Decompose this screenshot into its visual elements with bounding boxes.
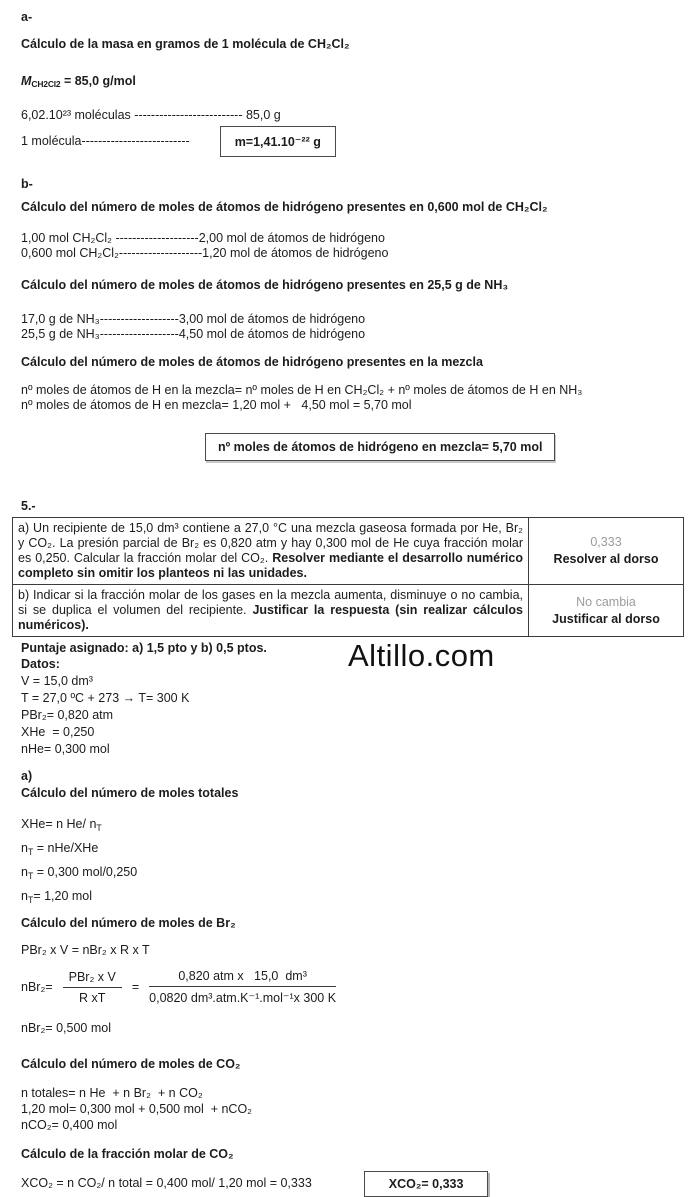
mezcla-result-box: nº moles de átomos de hidrógeno en mezcla= 5,70 mol [205, 433, 555, 461]
eq-xhe [21, 814, 682, 838]
br2-result-line: nBr₂= 0,500 mol [21, 1021, 111, 1035]
mass-result-box: m=1,41.10⁻²² g [220, 126, 336, 157]
heading-moles-br2: Cálculo del número de moles de Br₂ [21, 916, 236, 930]
molar-mass-line [21, 74, 682, 92]
nh3-line-1: 17,0 g de NH₃-------------------3,00 mol de átomos de hidrógeno [21, 312, 366, 326]
answer-b-note: Justificar al dorso [552, 611, 660, 626]
dato-volumen: V = 15,0 dm³ [21, 674, 93, 688]
answer-b-value: No cambia [576, 594, 636, 609]
eq-nt-1 [21, 838, 682, 862]
part-a-heading: Cálculo de la masa en gramos de 1 molécula de CH₂Cl₂ [21, 37, 350, 51]
question-b-cell [13, 585, 529, 637]
eq-nt2-post: = 0,300 mol/0,250 [33, 865, 138, 879]
molecule-result-row [21, 125, 682, 157]
answer-b-cell [529, 585, 684, 637]
fraction-symbolic-denominator: R xT [79, 990, 106, 1005]
answer-a-value: 0,333 [590, 535, 622, 549]
mezcla-line-1: nº moles de átomos de H en la mezcla= nº moles de H en CH₂Cl₂ + nº moles de átomos de H en NH₃ [21, 383, 583, 397]
part-b-label: b- [21, 177, 33, 191]
datos-block [21, 673, 682, 758]
answer-a-note: Resolver al dorso [553, 552, 659, 566]
eq-nt3-pre: n [21, 889, 28, 903]
dato-presion-br2: PBr₂= 0,820 atm [21, 708, 114, 722]
mezcla-result-row [21, 433, 682, 461]
question-b-instruction: Justificar la respuesta (sin realizar cálculos numéricos). [18, 603, 523, 632]
solution-a-label: a) [21, 769, 33, 783]
eq-ideal-gas: PBr₂ x V = nBr₂ x R x T [21, 943, 150, 957]
ch2cl2-line-2: 0,600 mol CH₂Cl₂--------------------1,20 mol de átomos de hidrógeno [21, 246, 389, 260]
part-b-heading-ch2cl2: Cálculo del número de moles de átomos de hidrógeno presentes en 0,600 mol de CH₂Cl₂ [21, 200, 548, 214]
fraction-numeric [149, 969, 336, 1005]
co2-line-2: 1,20 mol= 0,300 mol + 0,500 mol + nCO₂ [21, 1102, 253, 1116]
dato-moles-he: nHe= 0,300 mol [21, 742, 110, 756]
fraction-symbolic-numerator: PBr₂ x V [63, 970, 122, 988]
eq-nt-result [21, 886, 682, 910]
table-row-b [13, 585, 684, 637]
xco2-final-line: XCO₂ = n CO₂/ n total = 0,400 mol/ 1,20 mol = 0,333 [21, 1176, 312, 1190]
dato-fraccion-he: XHe = 0,250 [21, 725, 95, 739]
co2-line-3: nCO₂= 0,400 mol [21, 1118, 118, 1132]
heading-moles-totales: Cálculo del número de moles totales [21, 786, 239, 800]
molar-mass-subscript: CH2Cl2 [31, 79, 61, 89]
eq-xhe-pre: XHe= n He/ n [21, 817, 97, 831]
puntaje-line: Puntaje asignado: a) 1,5 pto y b) 0,5 ptos. [21, 641, 267, 655]
br2-fraction-equation [21, 969, 682, 1005]
fraction-equals: = [131, 980, 140, 994]
altillo-watermark: Altillo.com [348, 638, 495, 673]
nh3-proportions [21, 312, 682, 342]
molecule-proportion-line: 1 molécula-------------------------- [21, 133, 190, 148]
datos-label: Datos: [21, 657, 60, 671]
xco2-result-row [21, 1170, 682, 1197]
nh3-line-2: 25,5 g de NH₃-------------------4,50 mol de átomos de hidrógeno [21, 327, 366, 341]
part-b-heading-mezcla: Cálculo del número de moles de átomos de hidrógeno presentes en la mezcla [21, 355, 483, 369]
eq-nt2-pre: n [21, 865, 28, 879]
part-b-heading-nh3: Cálculo del número de moles de átomos de hidrógeno presentes en 25,5 g de NH₃ [21, 278, 509, 292]
eq-nt3-post: = 1,20 mol [33, 889, 93, 903]
eq-nt2-sub: T [27, 871, 34, 881]
eq-nt1-post: = nHe/XHe [33, 841, 99, 855]
part-a-label: a- [21, 10, 33, 24]
question-a-cell [13, 518, 529, 585]
ch2cl2-proportions [21, 231, 682, 261]
molar-mass-symbol: M [21, 74, 32, 88]
question-a-text: a) Un recipiente de 15,0 dm³ contiene a 27,0 °C una mezcla gaseosa formada por He, Br₂ y CO₂. La presión parcial de Br₂ es 0,820 atm y hay 0,300 mol de He cuya fracción molar es 0,250. Calcular la fracción molar del CO₂. [18, 521, 523, 565]
eq-nt1-pre: n [21, 841, 28, 855]
table-row-a [13, 518, 684, 585]
mezcla-line-2: nº moles de átomos de H en mezcla= 1,20 mol + 4,50 mol = 5,70 mol [21, 398, 412, 412]
question-b-text: b) Indicar si la fracción molar de los gases en la mezcla aumenta, disminuye o no cambia, si se duplica el volumen del recipiente. [18, 588, 523, 617]
dato-temperatura: T = 27,0 ºC + 273 → T= 300 K [21, 691, 190, 705]
exercise5-label: 5.- [21, 499, 36, 513]
fraction-lhs: nBr₂= [21, 980, 53, 994]
fraction-numeric-denominator: 0,0820 dm³.atm.K⁻¹.mol⁻¹x 300 K [149, 991, 337, 1005]
fraction-symbolic [63, 970, 122, 1005]
eq-nt-2 [21, 862, 682, 886]
xco2-result-box: XCO₂= 0,333 [364, 1171, 489, 1197]
exercise5-table [12, 517, 684, 637]
co2-equations [21, 1085, 682, 1133]
heading-fraccion-molar-co2: Cálculo de la fracción molar de CO₂ [21, 1147, 234, 1161]
fraction-numeric-numerator: 0,820 atm x 15,0 dm³ [149, 969, 336, 987]
eq-nt3-sub: T [27, 895, 34, 905]
question-a-instruction: Resolver mediante el desarrollo numérico completo sin omitir los planteos ni las unidades. [18, 551, 523, 580]
ch2cl2-line-1: 1,00 mol CH₂Cl₂ --------------------2,00 mol de átomos de hidrógeno [21, 231, 385, 245]
molar-mass-value: = 85,0 g/mol [60, 74, 136, 88]
co2-line-1: n totales= n He + n Br₂ + n CO₂ [21, 1086, 203, 1100]
answer-a-cell [529, 518, 684, 585]
moles-totales-equations [21, 814, 682, 910]
heading-moles-co2: Cálculo del número de moles de CO₂ [21, 1057, 241, 1071]
avogadro-proportion-line: 6,02.10²³ moléculas -------------------------- 85,0 g [21, 108, 281, 122]
eq-xhe-sub: T [96, 823, 102, 833]
eq-nt1-sub: T [27, 847, 34, 857]
mezcla-equations [21, 383, 682, 413]
